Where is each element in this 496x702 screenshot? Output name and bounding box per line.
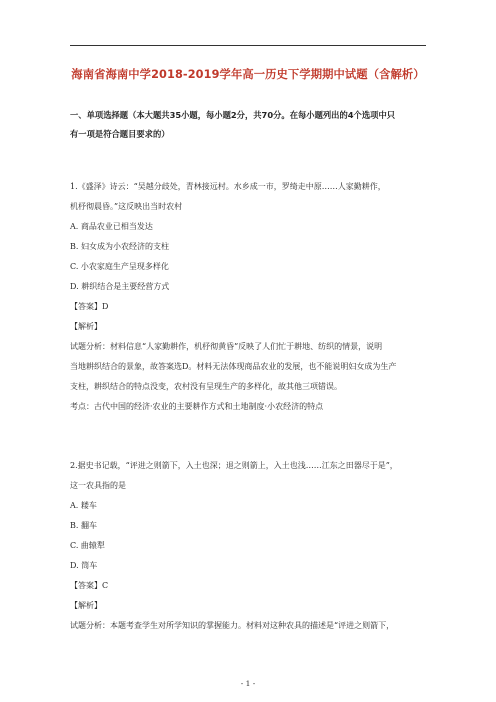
q2-option-c: C. 曲辕犁: [70, 541, 105, 550]
q2-answer: 【答案】C: [70, 581, 109, 590]
q1-option-d: D. 耕织结合是主要经营方式: [70, 282, 170, 291]
q1-option-c: C. 小农家庭生产呈现多样化: [70, 262, 169, 271]
q1-analysis-label: 【解析】: [70, 322, 102, 331]
q1-explanation-line: 当地耕织结合的景象，故答案选D。材料无法体现商品农业的发展，也不能说明妇女成为生产: [70, 362, 397, 371]
q2-option-d: D. 筒车: [70, 561, 98, 570]
q1-option-a: A. 商品农业已相当发达: [70, 222, 153, 231]
section-heading: [70, 106, 432, 144]
section-heading-line: 有一项是符合题目要求的）: [70, 129, 170, 139]
q2-explanation-line: 试题分析：本题考查学生对所学知识的掌握能力。材料对这种农具的描述是“评进之则箭下，: [70, 621, 395, 630]
document-title: 海南省海南中学2018-2019学年高一历史下学期期中试题（含解析）: [71, 68, 425, 81]
header-rule: [70, 45, 426, 46]
q2-option-b: B. 翻车: [70, 521, 97, 530]
q2-stem-line: 这一农具指的是: [70, 481, 126, 490]
q1-option-b: B. 妇女成为小农经济的支柱: [70, 242, 169, 251]
q2-stem-line: 2.据史书记载，“评进之则箭下，入土也深；退之则箭上，入土也浅……江东之田器尽于是”，: [70, 461, 398, 470]
q2-option-a: A. 耧车: [70, 501, 97, 510]
q1-explanation-line: 试题分析：材料信息“人家勤耕作，机杼彻黄昏”反映了人们忙于耕地、纺织的情景，说明: [70, 342, 383, 351]
page-number: - 1 -: [240, 679, 256, 688]
q1-explanation-line: 支柱，耕织结合的特点没变，农村没有呈现生产的多样化，故其他三项错误。: [70, 382, 342, 391]
q1-knowledge-point: 考点：古代中国的经济·农业的主要耕作方式和土地制度·小农经济的特点: [70, 402, 324, 411]
q2-analysis-label: 【解析】: [70, 601, 102, 610]
q1-stem-line: 1.《盛泽》诗云：“吴越分歧处，青林接远村。水乡成一市，罗绮走中原……人家勤耕作，: [70, 182, 386, 191]
q1-stem-line: 机杼彻晨昏。”这反映出当时农村: [70, 202, 183, 211]
section-heading-line: 一、单项选择题（本大题共35小题，每小题2分，共70分。在每小题列出的4个选项中只: [70, 110, 396, 120]
q1-answer: 【答案】D: [70, 302, 109, 311]
